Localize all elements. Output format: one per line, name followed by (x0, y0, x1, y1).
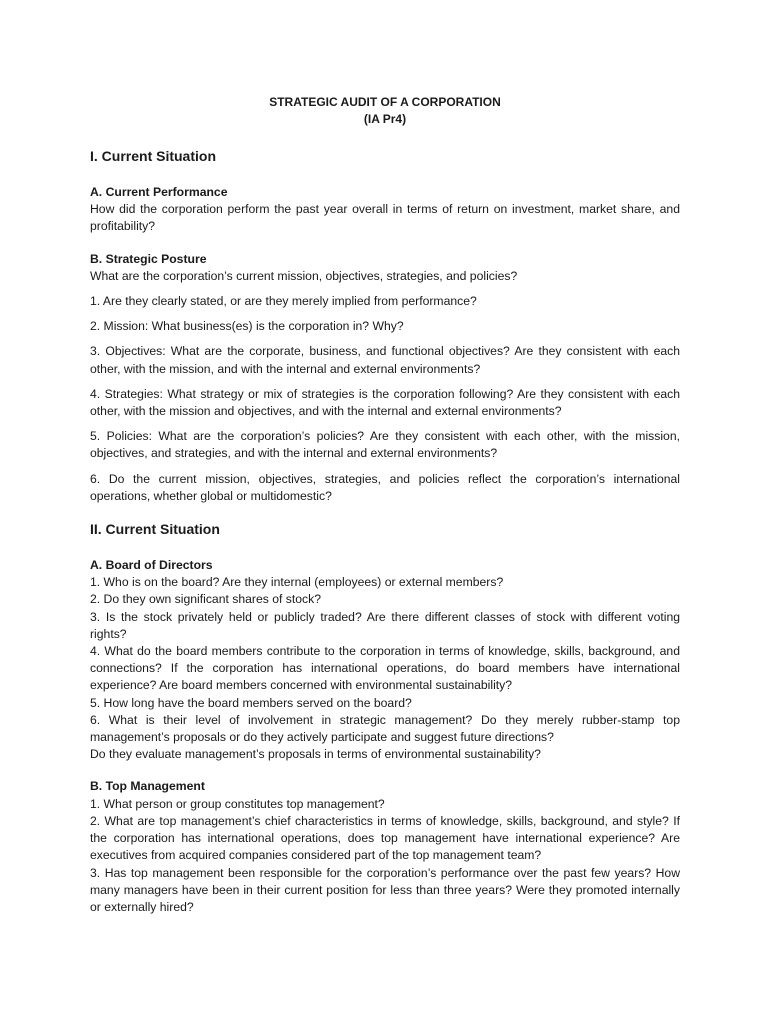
section2-sub-b-heading: B. Top Management (90, 779, 205, 794)
top-management-item-3: 3. Has top management been responsible for the corporation’s performance over the past few years? How many managers have been in their current position for less than three years? Were they promoted internally or externally hired? (90, 865, 680, 914)
board-item-6: 6. What is their level of involvement in strategic management? Do they merely rubber-stamp top management’s proposals or do they actively participate and suggest future directions? (90, 712, 680, 745)
strategic-posture-item-3: 3. Objectives: What are the corporate, business, and functional objectives? Are they consistent with each other, with the mission, and with the internal and external environments? (90, 344, 680, 376)
section1-heading: I. Current Situation (90, 148, 216, 164)
strategic-posture-item-4: 4. Strategies: What strategy or mix of strategies is the corporation following? Are they consistent with each other, with the mission and objectives, and with the internal and external environments? (90, 386, 680, 419)
section1-sub-b-intro: What are the corporation’s current mission, objectives, strategies, and policies? (90, 268, 518, 283)
board-item-4: 4. What do the board members contribute to the corporation in terms of knowledge, skills, background, and connections? If the corporation has international operations, do board members have international experience? Are board members concerned with environmental sustainability? (90, 644, 680, 693)
top-management-item-2: 2. What are top management’s chief characteristics in terms of knowledge, skills, background, and style? If the corporation has international operations, does top management have international experience? Are executives from acquired companies considered part of the top management team? (90, 813, 680, 863)
board-item-5: 5. How long have the board members served on the board? (90, 695, 412, 710)
board-item-2: 2. Do they own significant shares of stock? (90, 592, 322, 607)
section1-sub-b-heading: B. Strategic Posture (90, 251, 207, 266)
strategic-posture-item-5: 5. Policies: What are the corporation’s policies? Are they consistent with each other, with the mission, objectives, and strategies, and with the internal and external environments? (90, 429, 680, 461)
top-management-item-1: 1. What person or group constitutes top management? (90, 796, 385, 811)
section1-sub-a-heading: A. Current Performance (90, 185, 228, 199)
strategic-posture-item-6: 6. Do the current mission, objectives, strategies, and policies reflect the corporation’s international operations, whether global or multidomestic? (90, 471, 680, 503)
strategic-posture-item-2: 2. Mission: What business(es) is the corporation in? Why? (90, 319, 404, 334)
section2-sub-a-heading: A. Board of Directors (90, 558, 213, 573)
document-title: STRATEGIC AUDIT OF A CORPORATION (269, 95, 501, 109)
board-item-1: 1. Who is on the board? Are they internal (employees) or external members? (90, 575, 504, 590)
board-item-7: Do they evaluate management’s proposals in terms of environmental sustainability? (90, 747, 541, 762)
section2-heading: II. Current Situation (90, 521, 220, 538)
section1-sub-a-text: How did the corporation perform the past year overall in terms of return on investment, market share, and profitability? (90, 202, 680, 234)
document-subtitle: (IA Pr4) (363, 112, 407, 126)
strategic-posture-item-1: 1. Are they clearly stated, or are they merely implied from performance? (90, 294, 477, 309)
board-item-3: 3. Is the stock privately held or publicly traded? Are there different classes of stock with different voting rights? (90, 609, 680, 641)
